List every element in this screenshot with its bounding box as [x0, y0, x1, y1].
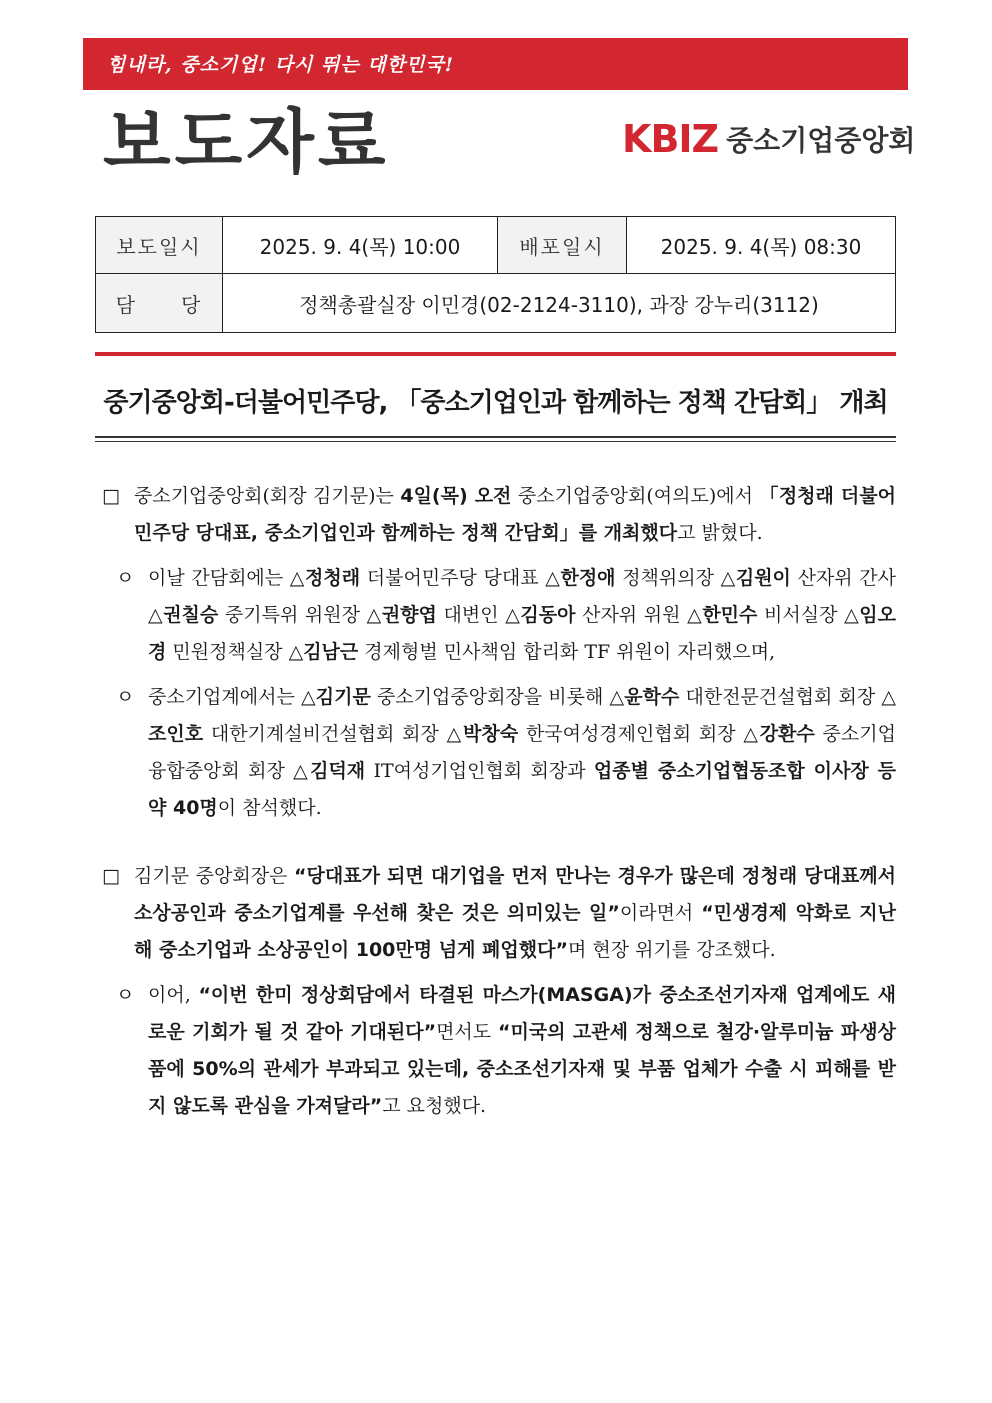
- contact-value: 정책총괄실장 이민경(02-2124-3110), 과장 강누리(3112): [223, 274, 896, 333]
- kbiz-logo-mark: KBIZ: [622, 117, 719, 161]
- contact-row: [96, 274, 896, 333]
- headline-divider-thick: [95, 436, 896, 438]
- circle-bullet-icon: ㅇ: [116, 567, 135, 589]
- red-divider: [95, 352, 896, 356]
- release-row: [96, 217, 896, 274]
- square-bullet-icon: □: [102, 485, 120, 507]
- kbiz-logo-text: 중소기업중앙회: [726, 124, 916, 157]
- circle-bullet-icon: ㅇ: [116, 984, 135, 1006]
- square-bullet-icon: □: [102, 865, 120, 887]
- release-value: 2025. 9. 4(목) 10:00: [223, 217, 498, 274]
- slogan-text: 힘내라, 중소기업! 다시 뛰는 대한민국!: [107, 54, 455, 76]
- headline: 중기중앙회-더불어민주당, 「중소기업인과 함께하는 정책 간담회」 개최: [103, 388, 888, 418]
- paragraph-1b: ㅇ 중소기업계에서는 △김기문 중소기업중앙회장을 비롯해 △윤학수 대한전문건설협회 회장 △조인호 대한기계설비건설협회 회장 △박창숙 한국여성경제인협회 회장 △강환수 중소기업융합중앙회 회장 △김덕재 IT여성기업인협회 회장과 업종별 중소기업협동조합 이사장 등 약 40명이 참석했다.: [96, 679, 896, 827]
- kbiz-logo: [622, 117, 915, 161]
- paragraph-1: □ 중소기업중앙회(회장 김기문)는 4일(목) 오전 중소기업중앙회(여의도)에서 「정청래 더불어민주당 당대표, 중소기업인과 함께하는 정책 간담회」를 개최했다고 밝혔다.: [96, 478, 896, 552]
- doc-title: 보도자료: [103, 101, 390, 183]
- paragraph-2: □ 김기문 중앙회장은 “당대표가 되면 대기업을 먼저 만나는 경우가 많은데 정청래 당대표께서 소상공인과 중소기업계를 우선해 찾은 것은 의미있는 일”이라면서 “민생경제 악화로 지난해 중소기업과 소상공인이 100만명 넘게 폐업했다”며 현장 위기를 강조했다.: [96, 858, 896, 969]
- distribution-value: 2025. 9. 4(목) 08:30: [627, 217, 896, 274]
- release-info-table: [95, 216, 896, 333]
- paragraph-2a: ㅇ 이어, “이번 한미 정상회담에서 타결된 마스가(MASGA)가 중소조선기자재 업계에도 새로운 기회가 될 것 같아 기대된다”면서도 “미국의 고관세 정책으로 철강·알루미늄 파생상품에 50%의 관세가 부과되고 있는데, 중소조선기자재 및 부품 업체가 수출 시 피해를 받지 않도록 관심을 가져달라”고 요청했다.: [96, 977, 896, 1125]
- distribution-label: 배포일시: [498, 217, 627, 274]
- release-label: 보도일시: [96, 217, 223, 274]
- circle-bullet-icon: ㅇ: [116, 686, 135, 708]
- paragraph-1a: ㅇ 이날 간담회에는 △정청래 더불어민주당 당대표 △한정애 정책위의장 △김원이 산자위 간사 △권칠승 중기특위 위원장 △권향엽 대변인 △김동아 산자위 위원 △한민수 비서실장 △임오경 민원정책실장 △김남근 경제형벌 민사책임 합리화 TF 위원이 자리했으며,: [96, 560, 896, 671]
- contact-label: 담 당: [96, 274, 223, 333]
- article-body: [96, 478, 896, 1125]
- slogan-banner: [83, 38, 908, 90]
- headline-divider-thin: [95, 441, 896, 442]
